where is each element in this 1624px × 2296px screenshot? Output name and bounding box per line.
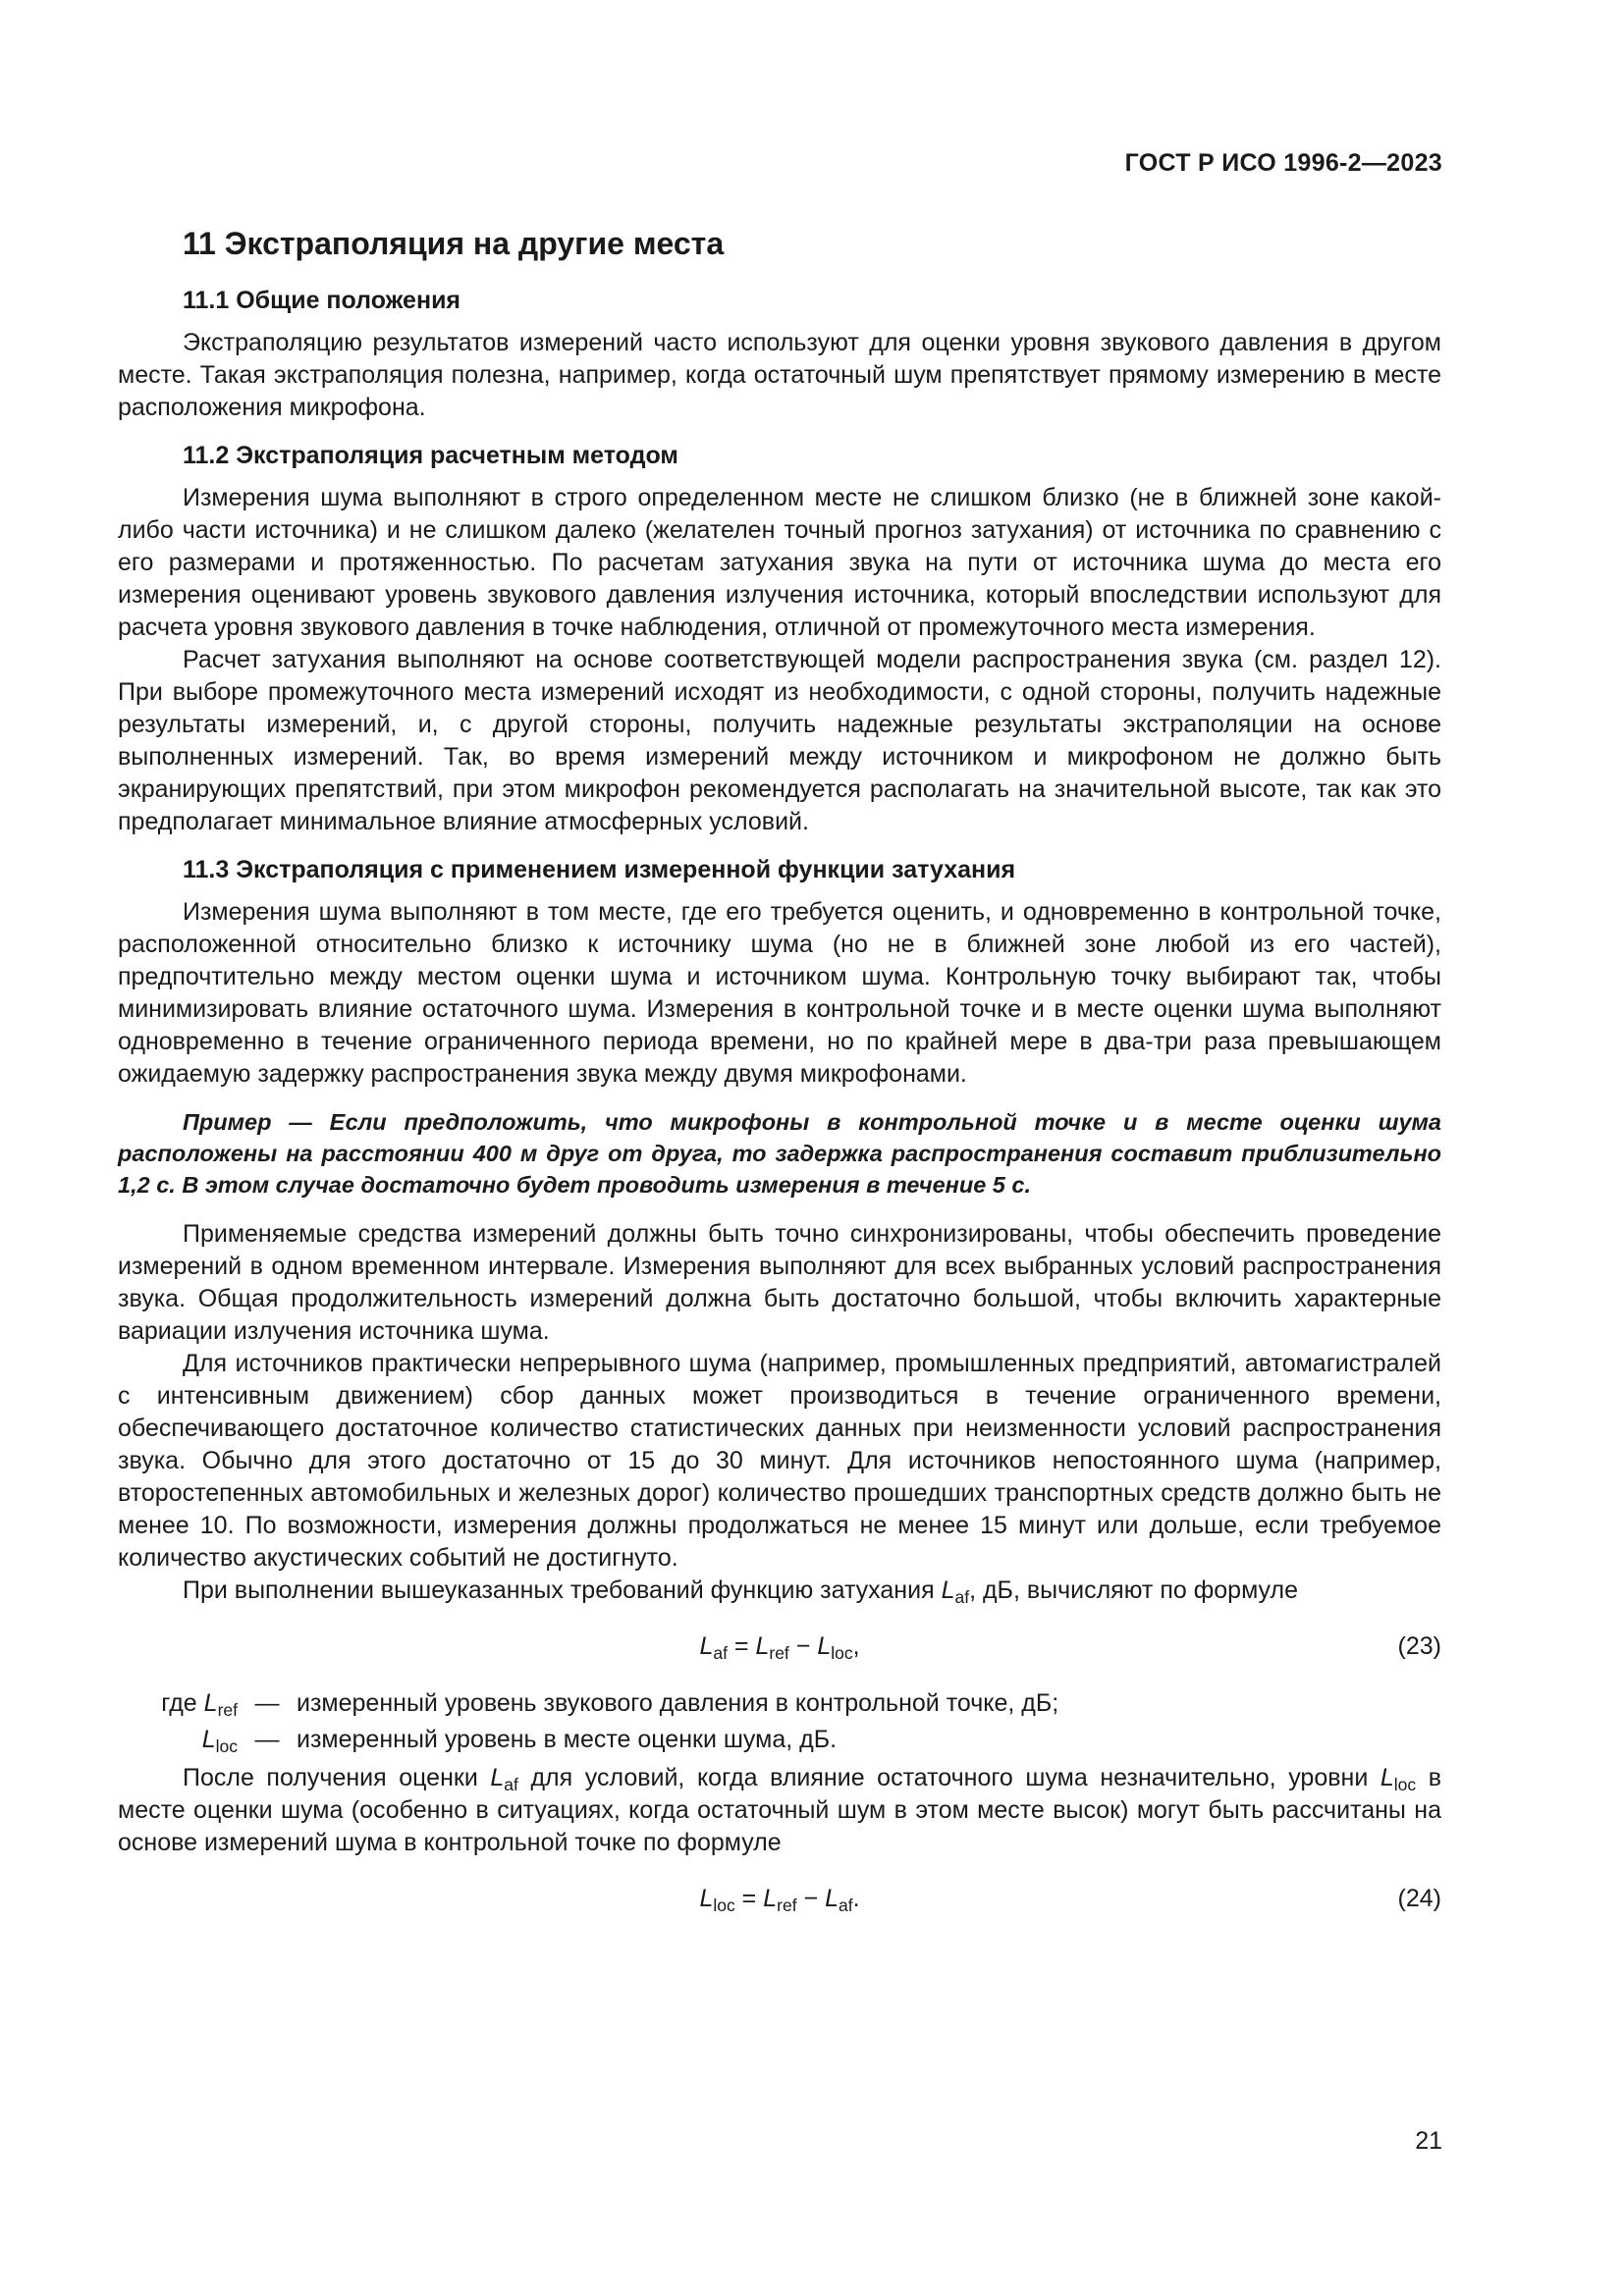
example-note: Пример — Если предположить, что микрофоны в контрольной точке и в месте оценки шума расположены на расстоянии 400 м друг от друга, то задержка распространения составит приблизительно 1,2 с. В этом случае достаточно будет проводить измерения в течение 5 с. <box>118 1109 1441 1198</box>
paragraph: Расчет затухания выполняют на основе соответствующей модели распространения звука (см. раздел 12). При выборе промежуточного места измерений исходят из необходимости, с одной стороны, получить надежные результаты измерений, и, с другой стороны, получить надежные результаты экстраполяции на основе выполненных измерений. Так, во время измерений между источником и микрофоном не должно быть экранирующих препятствий, при этом микрофон рекомендуется располагать на значительной высоте, так как это предполагает минимальное влияние атмосферных условий. <box>118 646 1441 835</box>
paragraph: Экстраполяцию результатов измерений часто используют для оценки уровня звукового давления в другом месте. Такая экстраполяция полезна, например, когда остаточный шум препятствует прямому измерению в месте расположения микрофона. <box>118 329 1441 421</box>
paragraph: Измерения шума выполняют в строго определенном месте не слишком близко (не в ближней зоне какой-либо части источника) и не слишком далеко (желателен точный прогноз затухания) от источника по сравнению с его размерами и протяженностью. По расчетам затухания звука на пути от источника шума до места его измерения оценивают уровень звукового давления излучения источника, который впоследствии используют для расчета уровня звукового давления в точке наблюдения, отличной от промежуточного места измерения. <box>118 484 1441 641</box>
paragraph: Для источников практически непрерывного шума (например, промышленных предприятий, автомагистралей с интенсивным движением) сбор данных может производиться в течение ограниченного времени, обеспечивающего достаточное количество статистических данных при неизменности условий распространения звука. Обычно для этого достаточно от 15 до 30 минут. Для источников непостоянного шума (например, второстепенных автомобильных и железных дорог) количество прошедших транспортных средств должно быть не менее 10. По возможности, измерения должны продолжаться не менее 15 минут или дольше, если требуемое количество акустических событий не достигнуто. <box>118 1350 1441 1572</box>
formula-24 <box>118 1875 1441 1924</box>
subsection-title-11-3: 11.3 Экстраполяция с применением измеренной функции затухания <box>183 856 1016 883</box>
paragraph: После получения оценки $L_{af}$ для условий, когда влияние остаточного шума незначительно, уровни $L_{loc}$ в месте оценки шума (особенно в ситуациях, когда остаточный шум в этом месте высок) могут быть рассчитаны на основе измерений шума в контрольной точке по формуле <box>118 1764 1441 1856</box>
formula-expression: $L_{loc} = L_{ref} - L_{af}$. <box>699 1885 860 1915</box>
subsection-title-11-1: 11.1 Общие положения <box>183 287 461 314</box>
formula-number: (24) <box>1397 1885 1441 1912</box>
document-header: ГОСТ Р ИСО 1996-2—2023 <box>1124 149 1442 177</box>
paragraph: Применяемые средства измерений должны быть точно синхронизированы, чтобы обеспечить проведение измерений в одном временном интервале. Измерения выполняют для всех выбранных условий распространения звука. Общая продолжительность измерений должна быть достаточно большой, чтобы включить характерные вариации излучения источника шума. <box>118 1220 1441 1345</box>
formula-expression: $L_{af} = L_{ref} - L_{loc}$, <box>699 1632 860 1663</box>
paragraph: При выполнении вышеуказанных требований функцию затухания $L_{af}$, дБ, вычисляют по формуле <box>183 1576 1298 1607</box>
paragraph: Измерения шума выполняют в том месте, где его требуется оценить, и одновременно в контрольной точке, расположенной относительно близко к источнику шума (но не в ближней зоне любой из его частей), предпочтительно между местом оценки шума и источником шума. Контрольную точку выбирают так, чтобы минимизировать влияние остаточного шума. Измерения в контрольной точке и в месте оценки шума выполняют одновременно в течение ограниченного периода времени, но по крайней мере в два-три раза превышающем ожидаемую задержку распространения звука между двумя микрофонами. <box>118 898 1441 1088</box>
formula-23 <box>118 1623 1441 1672</box>
formula-number: (23) <box>1397 1632 1441 1660</box>
symbol-L: L <box>941 1576 955 1604</box>
where-item-loc: $L_{loc}$ — измеренный уровень в месте оценки шума, дБ. <box>201 1726 838 1756</box>
where-item-ref: где $L_{ref}$ — измеренный уровень звукового давления в контрольной точке, дБ; <box>161 1689 1059 1720</box>
subsection-title-11-2: 11.2 Экстраполяция расчетным методом <box>183 442 678 469</box>
page-number: 21 <box>1415 2127 1442 2155</box>
page-content <box>118 224 1441 1940</box>
section-title: 11 Экстраполяция на другие места <box>183 226 725 261</box>
